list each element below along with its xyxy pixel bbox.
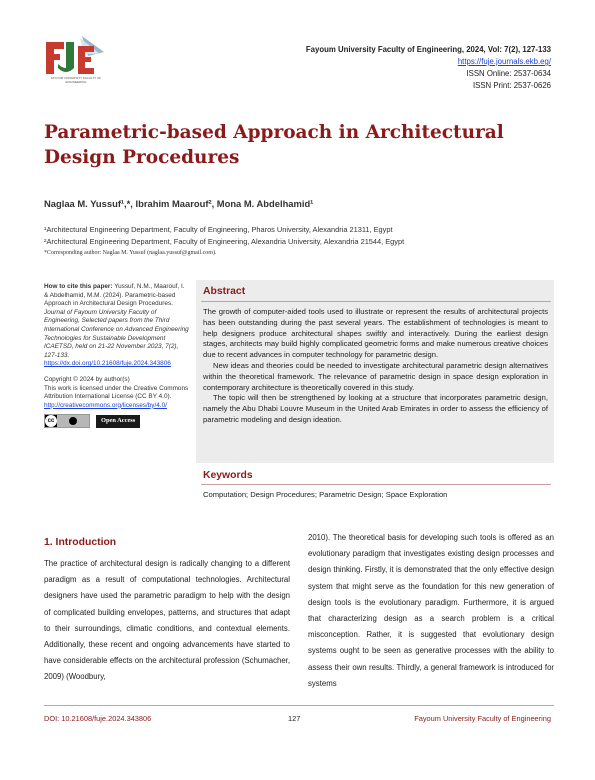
footer-divider bbox=[44, 705, 554, 706]
affiliations bbox=[44, 224, 404, 247]
citation-sidebar bbox=[44, 283, 190, 428]
intro-paragraph-2: 2010). The theoretical basis for developing such tools is offered as an evolutionary paradigm that investigates existing design processes and design thinking. Firstly, it is demonstrated that the only effective design system that might serve as the foundation for this new generation of design tools is the evolutionary paradigm. Furthermore, it is argued that characterizing design as a search problem is a critical misconception. Rather, it is suggested that evolutionary design systems ought to be seen as generative processes with the ability to assess their own results. Thirdly, a general framework is introduced for systems bbox=[308, 533, 554, 688]
keywords-heading: Keywords bbox=[203, 470, 253, 481]
affiliation-2: ²Architectural Engineering Department, Faculty of Engineering, Alexandria University, Alexandria 21544, Egypt bbox=[44, 236, 405, 246]
open-access-badge: Open Access bbox=[96, 415, 140, 428]
corresponding-author: *Corresponding author: Naglaa M. Yussuf (naglaa.yussuf@gmail.com). bbox=[44, 250, 217, 256]
intro-heading: 1. Introduction bbox=[44, 537, 117, 548]
intro-paragraph-1: The practice of architectural design is radically changing to a different paradigm as a result of computational technologies. Architectural designers have used the parametric paradigm to help with the design of complicated building envelopes, patterns, and structures that adapt to their surroundings, climatic conditions, and contextual elements. Additionally, these recent and ongoing advancements have started to have considerable effects on the architectural profession (Schumacher, 2009) (Woodbury, bbox=[44, 559, 290, 682]
issn-online: ISSN Online: 2537-0634 bbox=[466, 69, 551, 78]
cite-doi-link[interactable]: https://dx.doi.org/10.21608/fuje.2024.343806 bbox=[44, 360, 171, 368]
affiliation-1: ¹Architectural Engineering Department, Faculty of Engineering, Pharos University, Alexandria 21311, Egypt bbox=[44, 225, 393, 234]
journal-url-link[interactable]: https://fuje.journals.ekb.eg/ bbox=[457, 57, 551, 66]
body-column-right bbox=[308, 530, 554, 692]
page-number: 127 bbox=[288, 714, 301, 723]
abstract-paragraph-2: New ideas and theories could be needed to investigate architectural parametric design alternatives within the theoretical framework. The relevance of parametric design in space design exploration in contemporary architecture is theoretically covered in this study. bbox=[203, 360, 548, 392]
keywords-list: Computation; Design Procedures; Parametric Design; Space Exploration bbox=[203, 490, 448, 499]
issn-print: ISSN Print: 2537-0626 bbox=[472, 81, 551, 90]
journal-volume-line: Fayoum University Faculty of Engineering, 2024, Vol: 7(2), 127-133 bbox=[305, 45, 551, 54]
abstract-paragraph-1: The growth of computer-aided tools used to illustrate or represent the results of architectural projects has been outstanding during the past several years. The establishment of technologies is meant to help designers produce architectural shapes swiftly and interactively. During the earliest design stages, architects may build highly complicated geometric forms and make numerous creative choices due to recent advances in computer technology for parametric design. bbox=[203, 307, 548, 360]
cc-by-badge[interactable] bbox=[44, 414, 90, 428]
author-list: Naglaa M. Yussuf¹,*, Ibrahim Maarouf², Mona M. Abdelhamid¹ bbox=[44, 198, 314, 209]
license-badges bbox=[44, 414, 190, 428]
license-statement: This work is licensed under the Creative Commons Attribution International License (CC BY 4.0). bbox=[44, 384, 189, 401]
cite-journal: Journal of Fayoum University Faculty of Engineering, Selected papers from the Third International Conference on Advanced Engineering Technologies for Sustainable Development ICAETSD, held on 21-22 November 2023, 7(2), 127-133. bbox=[44, 308, 189, 359]
cite-text: Yussuf, N.M., Maarouf, I. & Abdelhamid, M.M. (2024). Parametric-based Approach in Architectural Design Procedures. bbox=[44, 283, 185, 308]
abstract-divider bbox=[201, 301, 551, 302]
paper-title: Parametric-based Approach in Architectural Design Procedures bbox=[44, 122, 504, 168]
logo-caption: FAYOUM UNIVERSITY FACULTY OF ENGINEERING bbox=[50, 76, 102, 84]
abstract-paragraph-3: The topic will then be strengthened by looking at a structure that incorporates parametric design, namely the Abu Dhabi Louvre Museum in the United Arab Emirates in order to assess the efficiency of parametric modeling and design ideation. bbox=[203, 393, 548, 424]
cc-icon: cc bbox=[45, 415, 57, 427]
body-column-left bbox=[44, 556, 290, 686]
cite-label: How to cite this paper: bbox=[44, 283, 113, 290]
person-icon bbox=[69, 417, 77, 425]
footer-journal: Fayoum University Faculty of Engineering bbox=[414, 714, 551, 723]
copyright-line: Copyright © 2024 by author(s) bbox=[44, 375, 130, 383]
abstract-body bbox=[203, 307, 548, 426]
keywords-divider bbox=[201, 484, 551, 485]
license-link[interactable]: http://creativecommons.org/licenses/by/4.0/ bbox=[44, 401, 167, 409]
footer-doi: DOI: 10.21608/fuje.2024.343806 bbox=[44, 714, 152, 723]
abstract-heading: Abstract bbox=[203, 286, 246, 297]
journal-header bbox=[306, 44, 551, 92]
